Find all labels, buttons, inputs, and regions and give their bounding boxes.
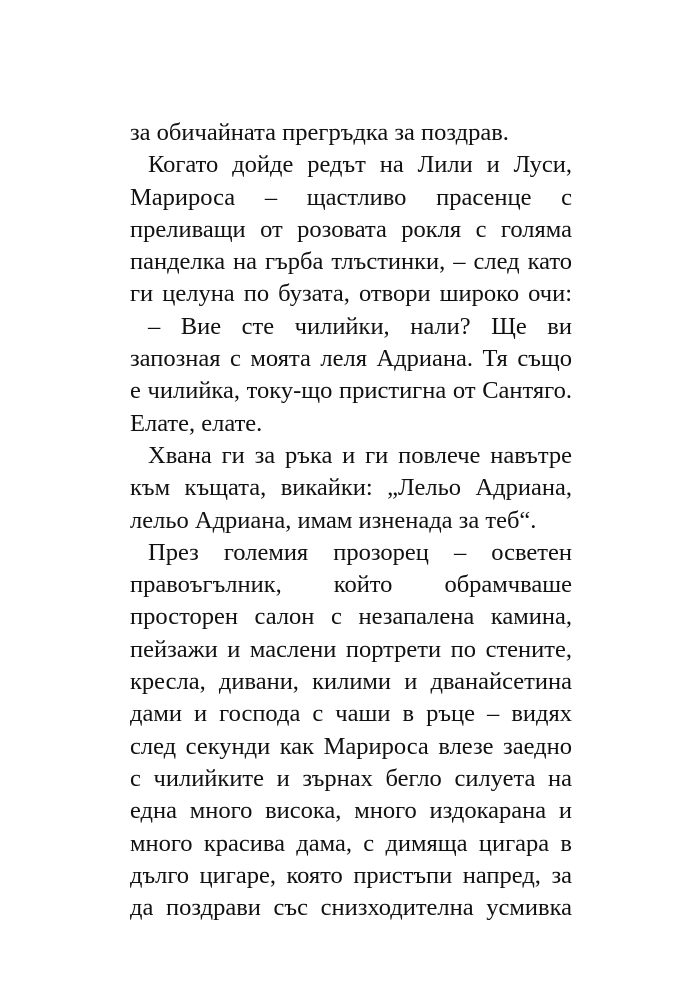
text-line: кресла, дивани, килими и дванайсетина bbox=[130, 668, 572, 696]
text-line: дами и господа с чаши в ръце – видях bbox=[130, 700, 572, 728]
text-line: с чилийките и зърнах бегло силуета на bbox=[130, 764, 572, 792]
text-line: дълго цигаре, която пристъпи напред, за bbox=[130, 861, 572, 889]
text-line: преливащи от розовата рокля с голяма bbox=[130, 215, 572, 243]
text-line: Елате, елате. bbox=[130, 409, 263, 437]
text-line: една много висока, много издокарана и bbox=[130, 797, 572, 825]
text-line: за обичайната прегръдка за поздрав. bbox=[130, 119, 509, 146]
text-line: много красива дама, с димяща цигара в bbox=[130, 829, 572, 857]
text-line: панделка на гърба тлъстинки, – след като bbox=[130, 248, 572, 276]
text-line: ги целуна по бузата, отвори широко очи: bbox=[130, 280, 572, 308]
text-line: Хвана ги за ръка и ги повлече навътре bbox=[148, 441, 572, 469]
text-line: запозная с моята леля Адриана. Тя също bbox=[130, 345, 572, 373]
text-line: – Вие сте чилийки, нали? Ще ви bbox=[148, 312, 572, 340]
text-line: да поздрави със снизходителна усмивка bbox=[130, 894, 572, 922]
text-line: просторен салон с незапалена камина, bbox=[130, 603, 572, 631]
text-line: правоъгълник, който обрамчваше bbox=[130, 571, 572, 599]
text-line: Когато дойде редът на Лили и Луси, bbox=[148, 151, 572, 179]
text-line: Марироса – щастливо прасенце с bbox=[130, 183, 572, 211]
text-line: към къщата, викайки: „Лельо Адриана, bbox=[130, 474, 572, 502]
text-line: е чилийка, току-що пристигна от Сантяго. bbox=[130, 377, 572, 405]
text-line: лельо Адриана, имам изненада за теб“. bbox=[130, 506, 537, 534]
text-line: след секунди как Марироса влезе заедно bbox=[130, 732, 572, 760]
text-line: През големия прозорец – осветен bbox=[148, 538, 572, 566]
text-line: пейзажи и маслени портрети по стените, bbox=[130, 635, 572, 663]
page-text bbox=[130, 117, 572, 924]
